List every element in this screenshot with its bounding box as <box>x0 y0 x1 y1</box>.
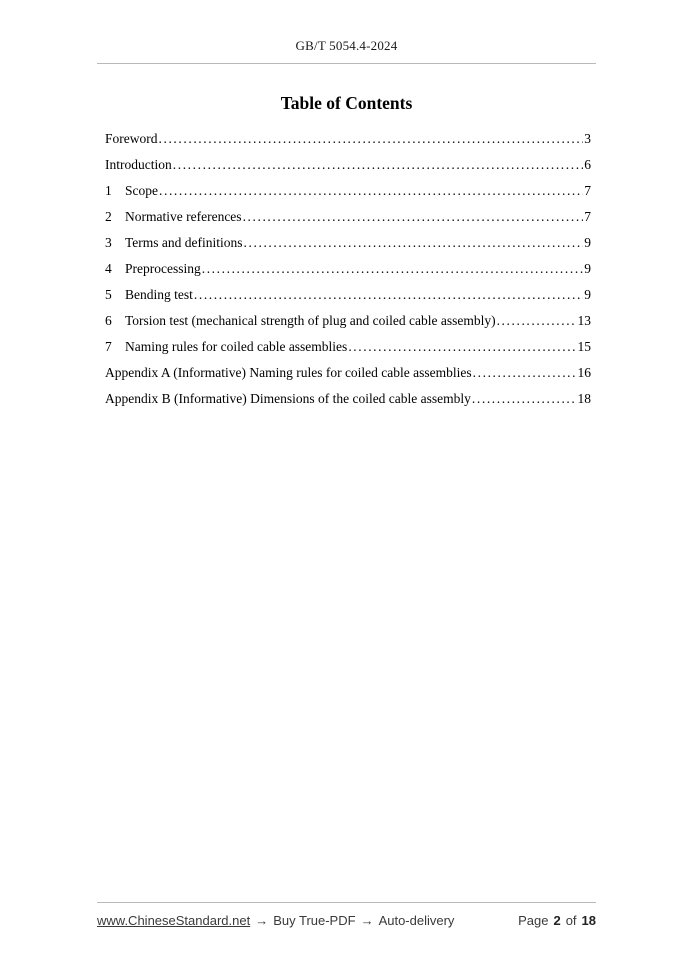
toc-leader-dots <box>497 313 577 329</box>
page-indicator <box>518 913 596 928</box>
toc-entry-normative-references <box>105 209 591 235</box>
toc-leader-dots <box>173 157 584 173</box>
toc-entry-page: 6 <box>584 157 591 172</box>
toc-entry-label: Appendix B (Informative) Dimensions of the coiled cable assembly <box>105 391 471 406</box>
arrow-icon: → <box>360 913 374 928</box>
toc-entry-page: 9 <box>584 235 591 250</box>
table-of-contents <box>105 131 591 417</box>
toc-entry-label: Preprocessing <box>125 261 201 276</box>
toc-leader-dots <box>472 391 577 407</box>
toc-entry-label: Scope <box>125 183 158 198</box>
toc-entry-page: 9 <box>584 287 591 302</box>
toc-entry-number: 5 <box>105 287 112 302</box>
toc-entry-number: 1 <box>105 183 112 198</box>
toc-leader-dots <box>194 287 583 303</box>
toc-entry-label: Introduction <box>105 157 172 172</box>
toc-entry-page: 9 <box>584 261 591 276</box>
page-total: 18 <box>581 913 596 928</box>
footer-buy-text: Buy True-PDF <box>273 913 356 928</box>
page-header <box>97 38 596 64</box>
page-title: Table of Contents <box>280 93 413 113</box>
footer-divider <box>97 902 596 903</box>
toc-leader-dots <box>159 131 584 147</box>
toc-entry-label: Appendix A (Informative) Naming rules for coiled cable assemblies <box>105 365 472 380</box>
footer-promo <box>97 913 454 928</box>
toc-entry-number: 7 <box>105 339 112 354</box>
toc-entry-preprocessing <box>105 261 591 287</box>
toc-entry-appendix-a <box>105 365 591 391</box>
toc-entry-number: 3 <box>105 235 112 250</box>
toc-entry-introduction <box>105 157 591 183</box>
toc-entry-naming-rules <box>105 339 591 365</box>
toc-entry-number: 6 <box>105 313 112 328</box>
toc-leader-dots <box>202 261 584 277</box>
toc-leader-dots <box>243 209 584 225</box>
page-footer <box>97 902 596 928</box>
toc-entry-label: Normative references <box>125 209 242 224</box>
arrow-icon: → <box>255 913 269 928</box>
toc-entry-number: 4 <box>105 261 112 276</box>
toc-entry-appendix-b <box>105 391 591 417</box>
of-label: of <box>565 913 577 928</box>
toc-entry-terms-definitions <box>105 235 591 261</box>
toc-entry-label: Terms and definitions <box>125 235 243 250</box>
doc-number: GB/T 5054.4-2024 <box>295 38 398 53</box>
toc-leader-dots <box>473 365 577 381</box>
toc-entry-scope <box>105 183 591 209</box>
toc-entry-label: Bending test <box>125 287 193 302</box>
toc-entry-page: 7 <box>584 183 591 198</box>
toc-entry-page: 15 <box>577 339 591 354</box>
toc-entry-number: 2 <box>105 209 112 224</box>
toc-entry-page: 18 <box>577 391 591 406</box>
toc-leader-dots <box>159 183 583 199</box>
toc-leader-dots <box>244 235 584 251</box>
footer-delivery-text: Auto-delivery <box>378 913 455 928</box>
toc-entry-page: 3 <box>584 131 591 146</box>
toc-entry-label: Foreword <box>105 131 158 146</box>
toc-entry-foreword <box>105 131 591 157</box>
toc-entry-bending-test <box>105 287 591 313</box>
toc-entry-label: Torsion test (mechanical strength of plug and coiled cable assembly) <box>125 313 496 328</box>
toc-entry-label: Naming rules for coiled cable assemblies <box>125 339 348 354</box>
toc-entry-page: 16 <box>577 365 591 380</box>
toc-leader-dots <box>348 339 576 355</box>
header-divider <box>97 63 596 64</box>
page-label: Page <box>518 913 549 928</box>
toc-entry-page: 7 <box>584 209 591 224</box>
site-link[interactable]: www.ChineseStandard.net <box>97 913 251 928</box>
toc-entry-torsion-test <box>105 313 591 339</box>
toc-entry-page: 13 <box>577 313 591 328</box>
page-current: 2 <box>553 913 561 928</box>
